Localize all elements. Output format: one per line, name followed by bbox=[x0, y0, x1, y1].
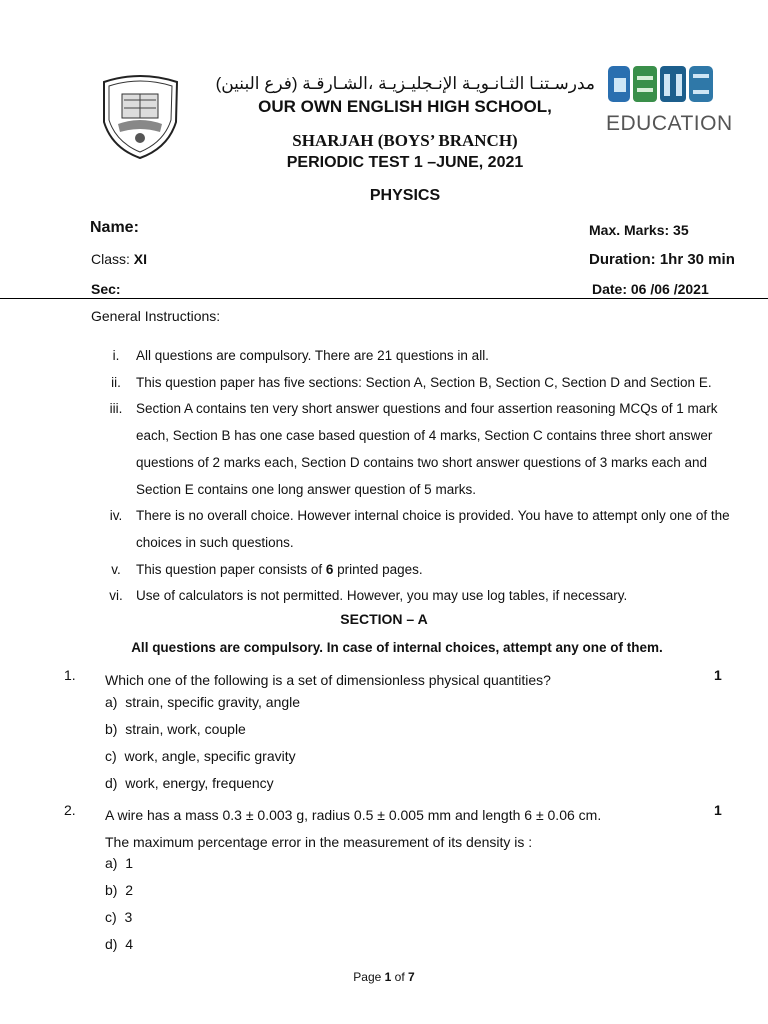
instruction-text: Section A contains ten very short answer questions and four assertion reasoning MCQs of 1 mark each, Section B has one case based question of 4 marks, Section C contains three short answer questions of 2 marks each, Section D contains two short answer questions of 3 marks each and Section E contains one long answer question of 5 marks. bbox=[136, 401, 718, 497]
option-item bbox=[105, 936, 133, 952]
option-text: 4 bbox=[125, 936, 134, 952]
instructions-list bbox=[96, 343, 756, 610]
option-text: 3 bbox=[124, 909, 133, 925]
class-value: XI bbox=[133, 251, 148, 267]
test-title: PERIODIC TEST 1 –JUNE, 2021 bbox=[286, 154, 524, 171]
subject-title: PHYSICS bbox=[369, 187, 441, 204]
page-number: 1 bbox=[384, 970, 392, 984]
option-text: work, energy, frequency bbox=[125, 775, 274, 791]
option-label: d) bbox=[105, 936, 118, 952]
instruction-item bbox=[96, 370, 756, 397]
question-2 bbox=[64, 802, 768, 856]
option-item bbox=[105, 855, 133, 871]
section-a-instruction: All questions are compulsory. In case of internal choices, attempt any one of them. bbox=[131, 640, 663, 655]
page-footer bbox=[0, 970, 768, 984]
instruction-number: v. bbox=[111, 561, 121, 577]
instruction-text-before: This question paper consists of bbox=[136, 561, 326, 577]
option-label: b) bbox=[105, 721, 118, 737]
school-crest-logo bbox=[98, 70, 183, 160]
option-label: c) bbox=[105, 748, 117, 764]
question-marks: 1 bbox=[714, 802, 722, 818]
logo-education-text: EDUCATION bbox=[606, 112, 733, 135]
instruction-number: i. bbox=[112, 348, 120, 363]
instruction-item bbox=[96, 583, 756, 610]
page-total: 7 bbox=[408, 970, 415, 984]
section-a-title: SECTION – A bbox=[340, 611, 428, 627]
option-item bbox=[105, 748, 296, 764]
of-word: of bbox=[394, 970, 405, 984]
class-label: Class: bbox=[91, 251, 130, 267]
instruction-number: iv. bbox=[109, 508, 123, 524]
question-text: A wire has a mass 0.3 ± 0.003 g, radius 0.5 ± 0.005 mm and length 6 ± 0.06 cm. The maximum percentage error in the measurement of its density is : bbox=[105, 807, 602, 850]
option-label: b) bbox=[105, 882, 118, 898]
option-item bbox=[105, 775, 274, 791]
header-divider bbox=[0, 298, 768, 299]
name-label: Name: bbox=[90, 219, 139, 236]
class-field bbox=[91, 251, 147, 267]
instruction-text: All questions are compulsory. There are 21 questions in all. bbox=[136, 348, 489, 363]
instruction-number: vi. bbox=[109, 588, 123, 604]
instruction-text: There is no overall choice. However internal choice is provided. You have to attempt only one of the choices in such questions. bbox=[136, 508, 730, 550]
sec-label: Sec: bbox=[91, 281, 121, 297]
question-text: Which one of the following is a set of dimensionless physical quantities? bbox=[105, 672, 551, 688]
exam-date: Date: 06 /06 /2021 bbox=[592, 281, 709, 297]
duration: Duration: 1hr 30 min bbox=[589, 251, 735, 268]
school-name: OUR OWN ENGLISH HIGH SCHOOL, bbox=[258, 97, 552, 116]
instruction-item bbox=[96, 503, 756, 556]
instruction-text bbox=[136, 557, 748, 584]
option-label: c) bbox=[105, 909, 117, 925]
page-word: Page bbox=[353, 970, 382, 984]
option-item bbox=[105, 721, 246, 737]
instruction-text-after: printed pages. bbox=[333, 561, 423, 577]
question-number: 1. bbox=[64, 667, 76, 683]
question-number: 2. bbox=[64, 802, 76, 818]
option-label: a) bbox=[105, 855, 118, 871]
question-1 bbox=[64, 667, 768, 697]
general-instructions-heading: General Instructions: bbox=[91, 308, 221, 324]
option-item bbox=[105, 694, 300, 710]
option-text: strain, work, couple bbox=[125, 721, 246, 737]
option-text: 1 bbox=[125, 855, 134, 871]
instruction-number: iii. bbox=[109, 401, 123, 417]
option-text: work, angle, specific gravity bbox=[124, 748, 296, 764]
option-item bbox=[105, 909, 132, 925]
option-text: strain, specific gravity, angle bbox=[125, 694, 301, 710]
instruction-number: ii. bbox=[111, 374, 121, 390]
school-branch: SHARJAH (BOYS’ BRANCH) bbox=[292, 131, 518, 150]
gems-education-logo bbox=[606, 62, 733, 142]
max-marks: Max. Marks: 35 bbox=[589, 222, 689, 238]
option-text: 2 bbox=[125, 882, 134, 898]
option-item bbox=[105, 882, 133, 898]
question-marks: 1 bbox=[714, 667, 722, 683]
option-label: a) bbox=[105, 694, 118, 710]
instruction-item bbox=[96, 557, 756, 584]
instruction-text: Use of calculators is not permitted. However, you may use log tables, if necessary. bbox=[136, 588, 628, 604]
option-label: d) bbox=[105, 775, 118, 791]
page-count: 6 bbox=[325, 561, 334, 577]
arabic-school-title: مدرسـتنـا الثـانـويـة الإنـجليـزيـة ،الشـارقـة (فرع البنين) bbox=[215, 74, 595, 93]
instruction-item bbox=[96, 396, 756, 503]
instruction-item bbox=[96, 343, 756, 370]
instruction-text: This question paper has five sections: Section A, Section B, Section C, Section D and Section E. bbox=[136, 374, 712, 390]
